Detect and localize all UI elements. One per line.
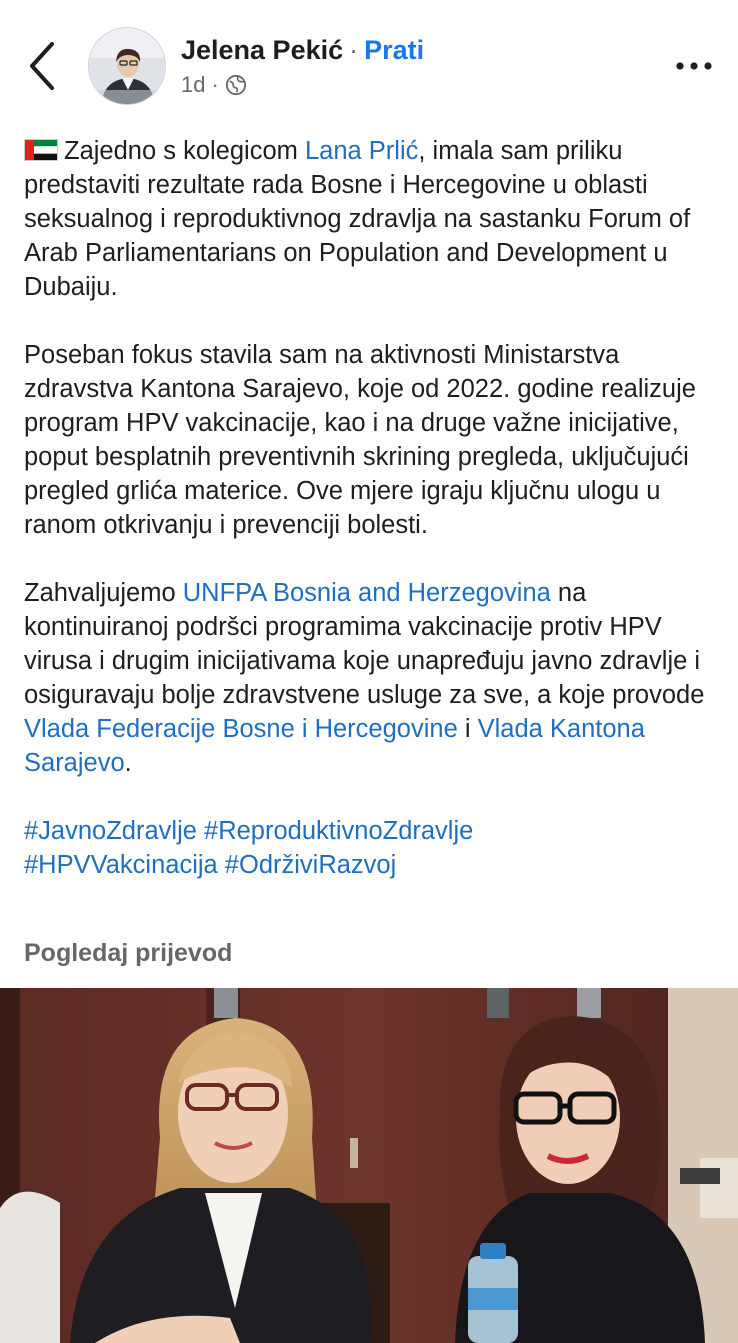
post-paragraph-1 (24, 134, 724, 304)
post-paragraph-2: Poseban fokus stavila sam na aktivnosti Ministarstva zdravstva Kantona Sarajevo, koje od 2022. godine realizuje program HPV vakcinacije, kao i na druge važne inicijative, poput besplatnih preventivnih skrining pregleda, uključujući pregled grlića materice. Ove mjere igraju ključnu ulogu u ranom otkrivanju i prevenciji bolesti. (24, 341, 696, 539)
follow-button[interactable]: Prati (364, 35, 425, 65)
paragraph-3-text-c: i (457, 715, 478, 743)
paragraph-1-text-a: Zajedno s kolegicom (64, 137, 305, 165)
more-options-button[interactable] (672, 52, 716, 80)
post-header (0, 0, 738, 120)
paragraph-3-text-d: . (124, 749, 132, 777)
meta-separator: · (211, 72, 219, 97)
author-line (181, 34, 424, 66)
post-photo[interactable] (0, 988, 738, 1343)
name-separator: · (349, 35, 359, 65)
uae-flag-icon (24, 139, 58, 161)
mention-vlada-kantona[interactable]: Vlada Kantona Sarajevo (24, 715, 645, 777)
hashtag[interactable]: #OdrživiRazvoj (224, 851, 397, 879)
see-translation-link[interactable]: Pogledaj prijevod (24, 939, 233, 967)
back-button[interactable] (22, 38, 62, 94)
hashtag[interactable]: #HPVVakcinacija (24, 851, 218, 879)
author-name[interactable]: Jelena Pekić (181, 35, 344, 65)
avatar-photo (89, 28, 166, 105)
mention-vlada-federacije[interactable]: Vlada Federacije Bosne i Hercegovine (24, 715, 458, 743)
paragraph-3-text-b: na kontinuiranoj podršci programima vakcinacije protiv HPV virusa i drugim inicijativama koje unapređuju javno zdravlje i osiguravaju bolje zdravstvene usluge za sve, a koje provode (24, 579, 705, 709)
chevron-left-icon (22, 38, 62, 94)
mention-unfpa[interactable]: UNFPA Bosnia and Herzegovina (182, 579, 551, 607)
globe-icon (225, 74, 247, 96)
author-avatar[interactable] (88, 27, 166, 105)
post-paragraph-3 (24, 576, 724, 780)
photo-two-women (0, 988, 738, 1343)
more-dots-icon (672, 52, 716, 80)
hashtag[interactable]: #JavnoZdravlje (24, 817, 197, 845)
post-meta (181, 72, 247, 98)
post-time[interactable]: 1d (181, 72, 206, 97)
hashtag[interactable]: #ReproduktivnoZdravlje (204, 817, 474, 845)
post-body (24, 134, 724, 882)
paragraph-3-text-a: Zahvaljujemo (24, 579, 183, 607)
paragraph-1-text-b: , imala sam priliku predstaviti rezultate rada Bosne i Hercegovine u oblasti seksualnog i reproduktivnog zdravlja na sastanku Forum of Arab Parliamentarians on Population and Development u Dubaiju. (24, 137, 691, 301)
post-hashtags (24, 814, 724, 882)
mention-lana-prlic[interactable]: Lana Prlić (304, 137, 419, 165)
